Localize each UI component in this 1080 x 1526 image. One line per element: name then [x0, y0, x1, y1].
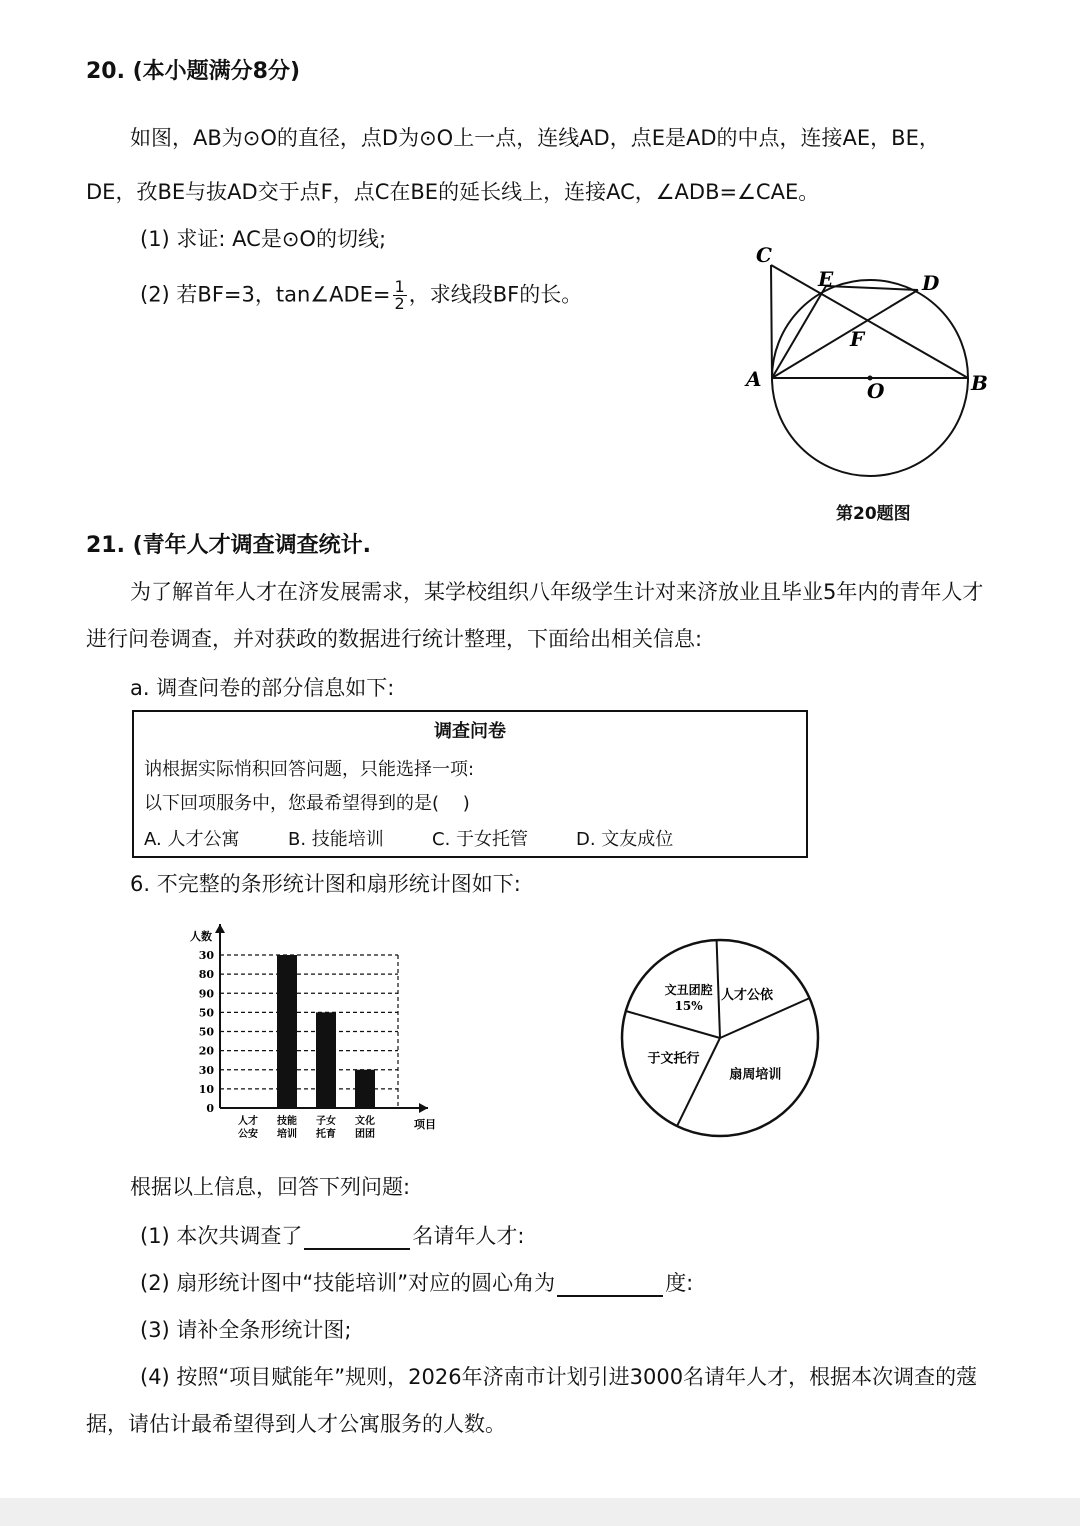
bar — [355, 1070, 375, 1108]
bar — [316, 1012, 336, 1108]
pie-chart — [610, 940, 830, 1150]
x-tick-label: 托育 — [316, 1129, 336, 1140]
bar-chart — [170, 920, 440, 1150]
pie-slice-label: 扇周培训 — [729, 1067, 782, 1083]
label-c: C — [756, 243, 772, 267]
pie-slice-label: 于文托行 — [647, 1051, 700, 1067]
page-bottom-band — [0, 1498, 1080, 1526]
label-o: O — [867, 379, 885, 403]
x-tick-label: 团团 — [355, 1129, 375, 1140]
q20-sub2-text-end: ，求线段BF的长。 — [408, 282, 583, 307]
y-tick-label: 90 — [198, 987, 214, 1001]
q1-text-end: 名请年人才: — [412, 1224, 525, 1248]
y-tick-label: 30 — [198, 949, 214, 962]
q21-intro-line1: 为了解首年人才在济发展需求，某学校组织八年级学生计对来济放业且毕业5年内的青年人才 — [130, 580, 984, 604]
q21-question-2 — [140, 1269, 693, 1297]
x-axis-label: 项目 — [414, 1118, 436, 1131]
answer-blank-2[interactable] — [557, 1275, 663, 1297]
pie-slice-value: 15% — [674, 998, 703, 1013]
y-tick-label: 50 — [198, 1006, 214, 1020]
y-tick-label: 0 — [206, 1102, 214, 1115]
segment-ae — [772, 286, 826, 378]
survey-option-a: A. 人才公寓 — [144, 829, 240, 850]
q20-geometry-figure — [740, 240, 990, 490]
q21-question-4-line2: 据，请估计最希望得到人才公寓服务的人数。 — [86, 1412, 506, 1436]
x-axis-arrow — [419, 1103, 428, 1113]
label-a: A — [746, 367, 762, 391]
q21-part-a: a. 调查问卷的部分信息如下: — [130, 676, 395, 700]
pie-slice-divider — [626, 1011, 720, 1038]
survey-box — [132, 710, 808, 858]
q20-header: 20. (本小题满分8分) — [86, 59, 301, 84]
x-tick-label: 子女 — [316, 1116, 336, 1127]
y-tick-label: 10 — [198, 1082, 214, 1096]
fraction-numerator: 1 — [394, 277, 405, 296]
q20-text-line2: DE，孜BE与抜AD交于点F，点C在BE的延长线上，连接AC，∠ADB=∠CAE。 — [86, 180, 820, 204]
q21-question-4-line1: (4) 按照“项目赋能年”规则，2026年济南市计划引进3000名请年人才，根据本次调查的蔻 — [140, 1365, 978, 1389]
q20-sub2-text: (2) 若BF=3，tan∠ADE= — [140, 282, 391, 307]
y-tick-label: 20 — [198, 1044, 214, 1058]
pie-slice-divider — [717, 940, 720, 1038]
survey-option-b: B. 技能培训 — [288, 829, 384, 850]
survey-option-c: C. 于女托管 — [432, 829, 529, 850]
q21-intro-line2: 进行问卷调查，并对获政的数据进行统计整理，下面给出相关信息: — [86, 627, 703, 651]
label-f: F — [850, 327, 865, 351]
x-tick-label: 公安 — [238, 1129, 258, 1140]
x-tick-label: 培训 — [277, 1129, 297, 1140]
survey-option-d: D. 文友成位 — [576, 829, 674, 850]
q20-subquestion-1: (1) 求证: AC是⊙O的切线; — [140, 227, 387, 251]
q21-question-3: (3) 请补全条形统计图; — [140, 1318, 352, 1342]
label-d: D — [922, 271, 940, 295]
q21-answer-intro: 根据以上信息，回答下列问题: — [130, 1175, 411, 1199]
segment-ad — [772, 290, 918, 378]
q20-subquestion-2 — [140, 279, 582, 312]
q21-part-b: 6. 不完整的条形统计图和扇形统计图如下: — [130, 872, 521, 896]
q1-text: (1) 本次共调查了 — [140, 1224, 303, 1248]
fraction — [393, 279, 407, 312]
q2-text: (2) 扇形统计图中“技能培训”对应的圆心角为 — [140, 1271, 556, 1295]
y-axis-arrow — [215, 924, 225, 933]
survey-question: 以下回项服务中，您最希望得到的是( ) — [144, 793, 470, 814]
x-tick-label: 文化 — [355, 1116, 375, 1127]
label-b: B — [971, 371, 988, 395]
y-axis-label: 人数 — [190, 930, 212, 943]
pie-slice-label: 人才公依 — [720, 987, 774, 1003]
q20-text-line1: 如图，AB为⊙O的直径，点D为⊙O上一点，连线AD，点E是AD的中点，连接AE，BE， — [130, 126, 940, 150]
pie-slice-label: 文丑团腔 — [664, 982, 713, 997]
y-tick-label: 50 — [198, 1025, 214, 1039]
bar — [277, 955, 297, 1108]
q21-header: 21. (青年人才调查调查统计. — [86, 533, 372, 558]
q20-figure-caption: 第20题图 — [836, 504, 911, 524]
survey-instruction: 讷根据实际悄积回答问题，只能选择一项: — [144, 759, 475, 780]
y-tick-label: 80 — [198, 968, 214, 982]
label-e: E — [818, 267, 834, 291]
q21-question-1 — [140, 1222, 525, 1250]
x-tick-label: 人才 — [238, 1116, 258, 1127]
fraction-denominator: 2 — [394, 294, 405, 313]
y-tick-label: 30 — [198, 1063, 214, 1077]
survey-title: 调查问卷 — [434, 721, 506, 742]
q2-text-end: 度: — [665, 1271, 694, 1295]
answer-blank-1[interactable] — [304, 1228, 410, 1250]
x-tick-label: 技能 — [277, 1116, 297, 1127]
pie-slice-divider — [720, 998, 810, 1038]
segment-ac — [771, 265, 772, 378]
